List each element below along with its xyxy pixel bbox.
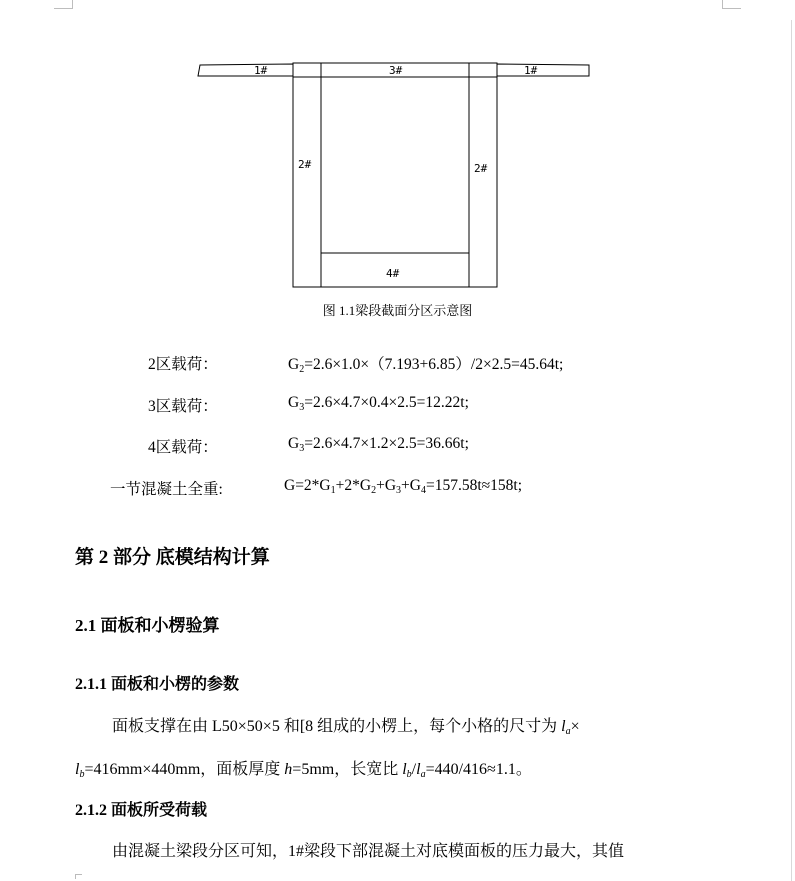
web-left	[293, 63, 321, 287]
paragraph-line: 面板支撑在由 L50×50×5 和[8 组成的小楞上，每个小格的尺寸为 $l_a\times$	[112, 718, 580, 737]
label-top-slab: 3#	[389, 64, 403, 77]
page-corner-mark	[722, 0, 741, 9]
total-weight-line	[0, 477, 795, 499]
page-corner-mark	[75, 874, 82, 879]
label-flange-left: 1#	[254, 64, 268, 77]
total-name: 一节混凝土全重:	[110, 481, 223, 498]
load-name: 2区载荷：	[148, 356, 218, 373]
label-web-right: 2#	[474, 162, 488, 175]
label-bottom-slab: 4#	[386, 267, 400, 280]
flange-right	[497, 64, 589, 76]
paragraph-line: 由混凝土梁段分区可知，1#梁段下部混凝土对底模面板的压力最大，其值	[112, 843, 625, 860]
label-web-left: 2#	[298, 158, 312, 171]
load-line-2	[0, 352, 795, 374]
load-equation: $G_2=2.6\times 1.0\times(7.193+6.85)/2\times 2.5=45.64t$;	[288, 356, 564, 375]
load-line-3	[0, 394, 795, 416]
section-diagram	[180, 52, 600, 297]
figure-caption: 图 1.1梁段截面分区示意图	[322, 303, 473, 318]
section-heading-2-1-1: 2.1.1 面板和小楞的参数	[75, 676, 240, 693]
section-heading-2-1-2: 2.1.2 面板所受荷载	[75, 802, 208, 819]
label-flange-right: 1#	[524, 64, 538, 77]
section-heading-2-1: 2.1 面板和小楞验算	[75, 616, 220, 635]
flange-left	[198, 64, 293, 76]
paragraph-line: $l_b=416mm\times 440mm$，面板厚度 h=5mm，长宽比 $l_b/l_a=440/416\approx 1.1$。	[75, 761, 532, 780]
part-heading: 第 2 部分 底模结构计算	[75, 547, 270, 568]
load-equation: $G_3=2.6\times 4.7\times 1.2\times 2.5=36.66t$;	[288, 435, 469, 454]
page-corner-mark	[54, 0, 73, 9]
web-right	[469, 63, 497, 287]
load-line-4	[0, 435, 795, 457]
load-name: 4区载荷：	[148, 439, 218, 456]
load-equation: $G_3=2.6\times 4.7\times 0.4\times 2.5=12.22t$;	[288, 394, 469, 413]
total-equation: $G=2*G_1+2*G_2+G_3+G_4=157.58t\approx 158t$;	[284, 477, 522, 496]
load-name: 3区载荷：	[148, 398, 218, 415]
